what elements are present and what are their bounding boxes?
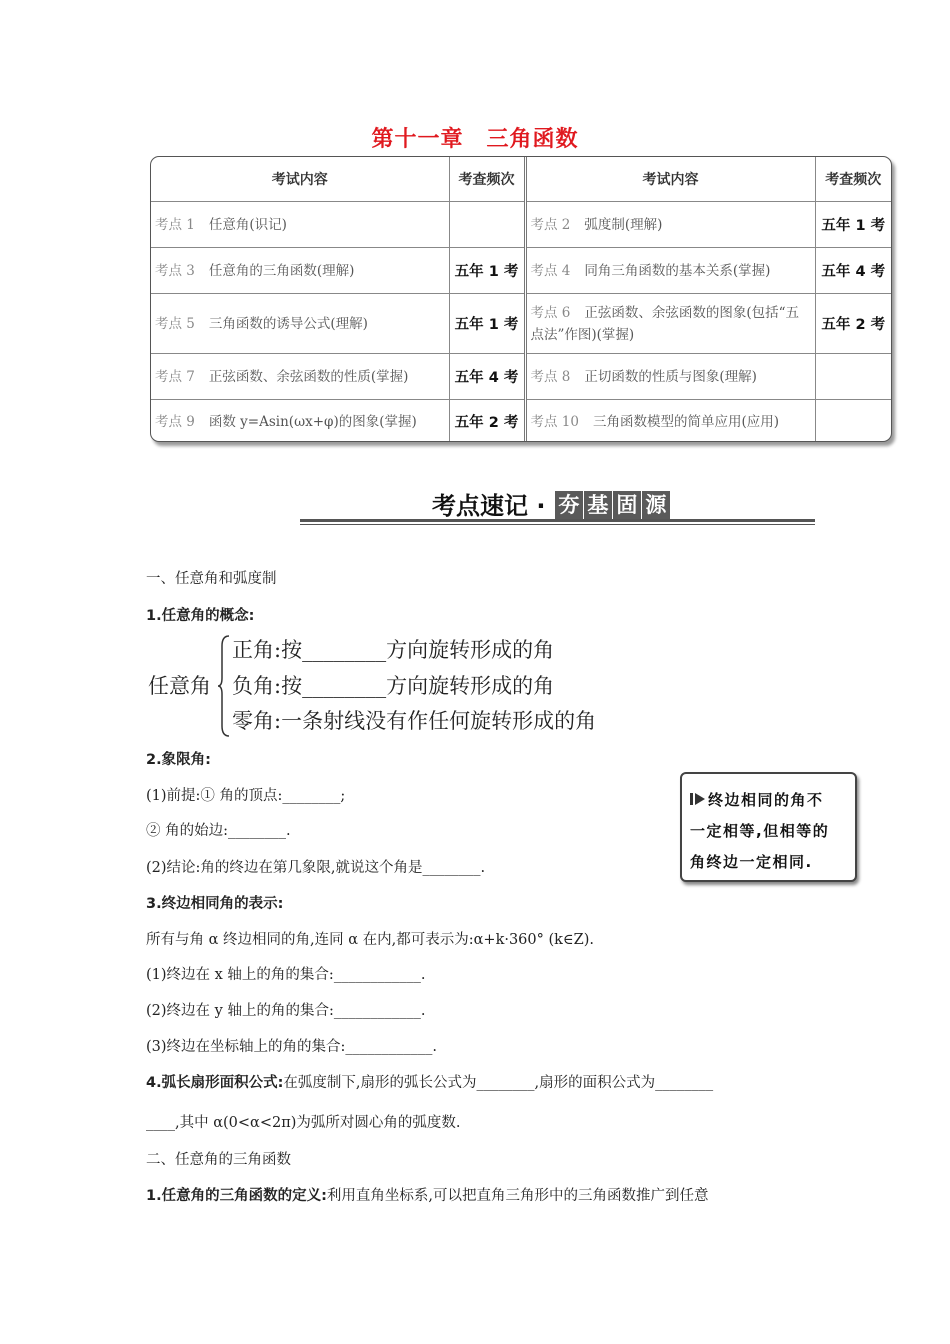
item-text: 利用直角坐标系,可以把直角三角形中的三角函数推广到任意	[326, 1188, 709, 1204]
table-cell-frequency: 五年 2 考	[449, 400, 525, 443]
side-note-box	[680, 772, 857, 882]
header-exam-frequency: 考查频次	[815, 157, 891, 202]
point-content: 任意角的三角函数(理解)	[208, 262, 355, 279]
table-header-row	[151, 157, 891, 202]
point-content: 三角函数模型的简单应用(应用)	[592, 413, 780, 430]
brace-line: 负角:按________方向旋转形成的角	[232, 674, 555, 698]
banner-label: 考点速记 ·	[432, 492, 546, 520]
table-cell-content	[151, 202, 449, 248]
table-cell-frequency: 五年 2 考	[815, 294, 891, 354]
table-row	[151, 400, 891, 443]
table-cell-frequency: 五年 4 考	[815, 248, 891, 294]
note-line: 角终边一定相同.	[690, 853, 813, 871]
table-cell-content	[525, 400, 815, 443]
table-cell-content	[151, 400, 449, 443]
table-row	[151, 294, 891, 354]
point-content: 正弦函数、余弦函数的性质(掌握)	[208, 368, 409, 385]
angle-concept-brace	[148, 632, 648, 740]
item-text: 在弧度制下,扇形的弧长公式为________,扇形的面积公式为________	[283, 1075, 714, 1091]
text-line: (2)终边在 y 轴上的角的集合:____________.	[146, 1003, 426, 1019]
point-id: 考点 6	[530, 304, 571, 321]
table-cell-content	[151, 248, 449, 294]
header-exam-content: 考试内容	[151, 157, 449, 202]
item-heading: 2.象限角:	[146, 752, 211, 768]
item-heading: 1.任意角的三角函数的定义:	[146, 1188, 327, 1204]
brace-icon	[217, 634, 231, 738]
text-line: ____,其中 α(0<α<2π)为弧所对圆心角的弧度数.	[146, 1115, 461, 1131]
header-exam-frequency: 考查频次	[449, 157, 525, 202]
banner-seal-char: 源	[642, 491, 670, 519]
table-cell-frequency: 五年 1 考	[815, 202, 891, 248]
text-line: ② 角的始边:________.	[146, 823, 291, 839]
point-id: 考点 8	[530, 368, 571, 385]
text-line: (3)终边在坐标轴上的角的集合:____________.	[146, 1039, 438, 1055]
text-line	[146, 1071, 713, 1092]
banner-title	[432, 486, 670, 521]
note-line	[690, 785, 855, 816]
point-id: 考点 9	[155, 413, 195, 430]
table-cell-content	[525, 354, 815, 400]
table-cell-content	[151, 294, 449, 354]
point-id: 考点 10	[530, 413, 579, 430]
point-id: 考点 3	[155, 262, 195, 279]
table-cell-frequency: 五年 1 考	[449, 294, 525, 354]
point-content: 正切函数的性质与图象(理解)	[584, 368, 757, 385]
banner-seal-char: 基	[584, 491, 612, 519]
play-marker-icon	[690, 792, 706, 806]
brace-line: 正角:按________方向旋转形成的角	[232, 638, 555, 662]
point-content: 函数 y=Asin(ωx+φ)的图象(掌握)	[208, 413, 417, 430]
point-id: 考点 2	[530, 216, 571, 233]
banner-seal-char: 固	[613, 491, 641, 519]
banner-divider	[300, 519, 815, 522]
header-exam-content: 考试内容	[525, 157, 815, 202]
table-cell-content	[151, 354, 449, 400]
table-cell-frequency: 五年 1 考	[449, 248, 525, 294]
point-content: 同角三角函数的基本关系(掌握)	[584, 262, 771, 279]
exam-content-table	[150, 156, 892, 442]
table-row	[151, 202, 891, 248]
note-text: 终边相同的角不	[708, 791, 824, 809]
chapter-title: 第十一章 三角函数	[371, 127, 579, 152]
text-line: 所有与角 α 终边相同的角,连同 α 在内,都可表示为:α+k·360° (k∈Z).	[146, 932, 595, 948]
point-id: 考点 5	[155, 315, 195, 332]
table-row	[151, 248, 891, 294]
point-content: 正弦函数、余弦函数的图象(包括“五点法”作图)(掌握)	[530, 304, 800, 343]
text-line: (1)终边在 x 轴上的角的集合:____________.	[146, 967, 426, 983]
banner-divider	[300, 524, 815, 525]
item-heading: 3.终边相同角的表示:	[146, 896, 284, 912]
point-content: 任意角(识记)	[208, 216, 287, 233]
table-cell-frequency	[815, 354, 891, 400]
item-heading: 4.弧长扇形面积公式:	[146, 1075, 284, 1091]
brace-head-label: 任意角	[148, 674, 211, 698]
section-banner	[300, 486, 815, 526]
text-line	[146, 1184, 709, 1205]
point-id: 考点 1	[155, 216, 195, 233]
brace-line: 零角:一条射线没有作任何旋转形成的角	[232, 709, 597, 733]
table-cell-content	[525, 294, 815, 354]
point-content: 弧度制(理解)	[584, 216, 663, 233]
table-cell-frequency	[815, 400, 891, 443]
table-cell-frequency	[449, 202, 525, 248]
banner-seal-char: 夯	[555, 491, 583, 519]
table-cell-content	[525, 248, 815, 294]
text-line: (1)前提:① 角的顶点:________;	[146, 788, 346, 804]
section-heading: 二、任意角的三角函数	[146, 1152, 291, 1168]
table-cell-content	[525, 202, 815, 248]
table-cell-frequency: 五年 4 考	[449, 354, 525, 400]
point-id: 考点 7	[155, 368, 195, 385]
table-row	[151, 354, 891, 400]
point-content: 三角函数的诱导公式(理解)	[208, 315, 368, 332]
section-heading: 一、任意角和弧度制	[146, 571, 277, 587]
item-heading: 1.任意角的概念:	[146, 608, 255, 624]
note-line: 一定相等,但相等的	[690, 822, 830, 840]
text-line: (2)结论:角的终边在第几象限,就说这个角是________.	[146, 860, 486, 876]
point-id: 考点 4	[530, 262, 571, 279]
